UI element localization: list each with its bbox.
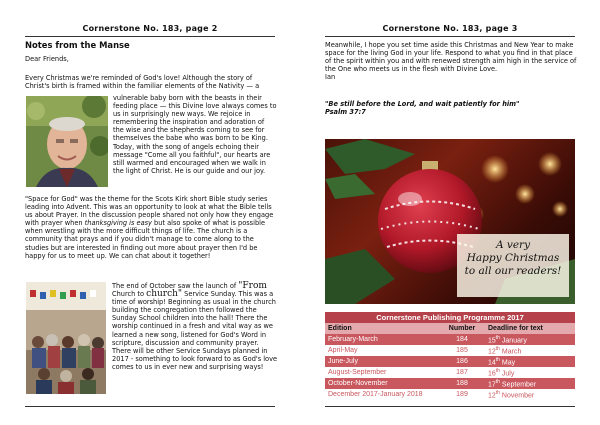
portrait-image xyxy=(26,96,108,187)
table-row xyxy=(325,389,575,400)
row-deadline xyxy=(485,389,575,400)
row-number: 186 xyxy=(456,358,468,365)
deadline-month: May xyxy=(499,359,516,367)
deadline-day: 16 xyxy=(488,370,496,378)
greeting-line-1: A very xyxy=(495,239,531,251)
quote-text: "Be still before the Lord, and wait patiently for him" xyxy=(325,100,520,108)
deadline-suffix: th xyxy=(495,345,500,352)
christmas-photo xyxy=(325,139,575,304)
greeting-line-3: to all our readers! xyxy=(464,265,562,277)
row-edition: June-July xyxy=(328,358,358,365)
row-deadline xyxy=(485,378,575,389)
greeting-line-2: Happy Christmas xyxy=(466,252,560,264)
greeting: Dear Friends, xyxy=(25,55,69,63)
quote-reference: Psalm 37:7 xyxy=(325,108,366,117)
scripture-quote xyxy=(325,100,577,116)
paragraph-3-church: church" xyxy=(146,289,183,300)
closing-text: Meanwhile, I hope you set time aside this Christmas and New Year to make space for the living God in your life. Respond to what you find in that place of the spirit within you and with renewed strength aim high in the service of the One who meets us in the flesh with Divine Love. xyxy=(325,41,577,74)
minister-photo xyxy=(26,96,108,187)
deadline-suffix: th xyxy=(495,378,500,385)
footer-rule xyxy=(25,406,275,407)
paragraph-3-text-a: The end of October saw the launch of xyxy=(112,282,239,290)
hall-image xyxy=(26,282,106,394)
deadline-month: July xyxy=(499,370,515,378)
programme-table xyxy=(325,323,575,400)
deadline-month: March xyxy=(499,348,522,356)
article-title: Notes from the Manse xyxy=(25,40,130,50)
row-number: 185 xyxy=(456,347,468,354)
deadline-suffix: th xyxy=(495,356,500,363)
paragraph-3-from: "From xyxy=(238,281,267,291)
deadline-day: 15 xyxy=(488,337,496,345)
table-row xyxy=(325,345,575,356)
paragraph-1-wrap: vulnerable baby born with the beasts in their feeding place — this Divine love always comes to us in surprisingly new ways. We rejoice in remembering the inspiration and adoration of the wise and the shepherds coming to see for themselves the babe who was born to be King. Today, with the song of angels echoing their message "Come all you faithful", our hearts are still warmed and encouraged when we walk in the light of Christ. He is our guide and our joy. xyxy=(113,94,277,175)
paragraph-3-text-b: Church to xyxy=(112,290,147,299)
deadline-suffix: th xyxy=(495,334,500,341)
table-header-row xyxy=(325,323,575,334)
publishing-programme-table xyxy=(325,312,575,400)
deadline-month: January xyxy=(499,337,527,345)
paragraph-2-emphasis: thanksgiving is easy xyxy=(84,219,152,228)
row-deadline xyxy=(485,356,575,367)
signoff: Ian xyxy=(325,73,336,82)
paragraph-2-text-a: "Space for God" was the theme for the Scots Kirk short Bible study series leading into Advent. This was an opportunity to look at what the Bible tells us about Prayer. In the discussion people shared not only how they engage with prayer when xyxy=(25,195,274,228)
deadline-day: 17 xyxy=(488,381,496,389)
row-edition: April-May xyxy=(328,347,358,354)
header-rule xyxy=(325,36,575,37)
paragraph-2 xyxy=(25,195,277,260)
header-rule xyxy=(25,36,275,37)
deadline-day: 12 xyxy=(488,392,496,400)
deadline-month: September xyxy=(499,381,537,389)
page-header: Cornerstone No. 183, page 2 xyxy=(82,24,218,33)
paragraph-1-top: Every Christmas we're reminded of God's love! Although the story of Christ's birth is framed within the familiar elements of the Nativity — a xyxy=(25,74,260,91)
table-body xyxy=(325,334,575,400)
deadline-month: November xyxy=(499,392,535,400)
deadline-suffix: th xyxy=(495,389,500,396)
deadline-day: 14 xyxy=(488,359,496,367)
page-3 xyxy=(300,0,600,425)
table-title: Cornerstone Publishing Programme 2017 xyxy=(325,312,575,323)
table-row xyxy=(325,378,575,389)
deadline-day: 12 xyxy=(488,348,496,356)
row-number: 184 xyxy=(456,336,468,343)
paragraph-2-text-b: but also spoke of what is possible when wrestling with the more difficult things of life. The church is a community that prays and if you didn't manage to come along to the studies but are interested in finding out more about prayer then I'd be happy for us to meet up. We can chat about it together! xyxy=(25,219,266,260)
row-number: 187 xyxy=(456,369,468,376)
col-number: Number xyxy=(448,325,476,332)
table-row xyxy=(325,356,575,367)
row-deadline xyxy=(485,334,575,345)
footer-rule xyxy=(325,406,575,407)
table-row xyxy=(325,334,575,345)
row-number: 189 xyxy=(456,391,468,398)
paragraph-3 xyxy=(112,282,278,371)
church-hall-photo xyxy=(26,282,106,394)
row-edition: December 2017-January 2018 xyxy=(328,391,423,398)
paragraph-3-text-c: Service Sunday. This was a time of worship! Beginning as usual in the church building the congregation then followed the Sunday School children into the hall! There the worship continued in a fresh and vital way as we learned a new song, listened for God's Word in scripture, discussion and community prayer. There will be other Service Sundays planned in 2017 - something to look forward to as God's love comes to us in ever new and surprising ways! xyxy=(112,290,278,371)
row-deadline xyxy=(485,367,575,378)
col-edition: Edition xyxy=(328,325,352,332)
row-edition: August-September xyxy=(328,369,387,376)
closing-paragraph xyxy=(325,41,577,81)
row-deadline xyxy=(485,345,575,356)
page-header: Cornerstone No. 183, page 3 xyxy=(382,24,518,33)
table-row xyxy=(325,367,575,378)
row-number: 188 xyxy=(456,380,468,387)
deadline-suffix: th xyxy=(495,367,500,374)
christmas-greeting xyxy=(457,234,569,297)
row-edition: October-November xyxy=(328,380,388,387)
col-deadline: Deadline for text xyxy=(488,325,543,332)
row-edition: February-March xyxy=(328,336,378,343)
